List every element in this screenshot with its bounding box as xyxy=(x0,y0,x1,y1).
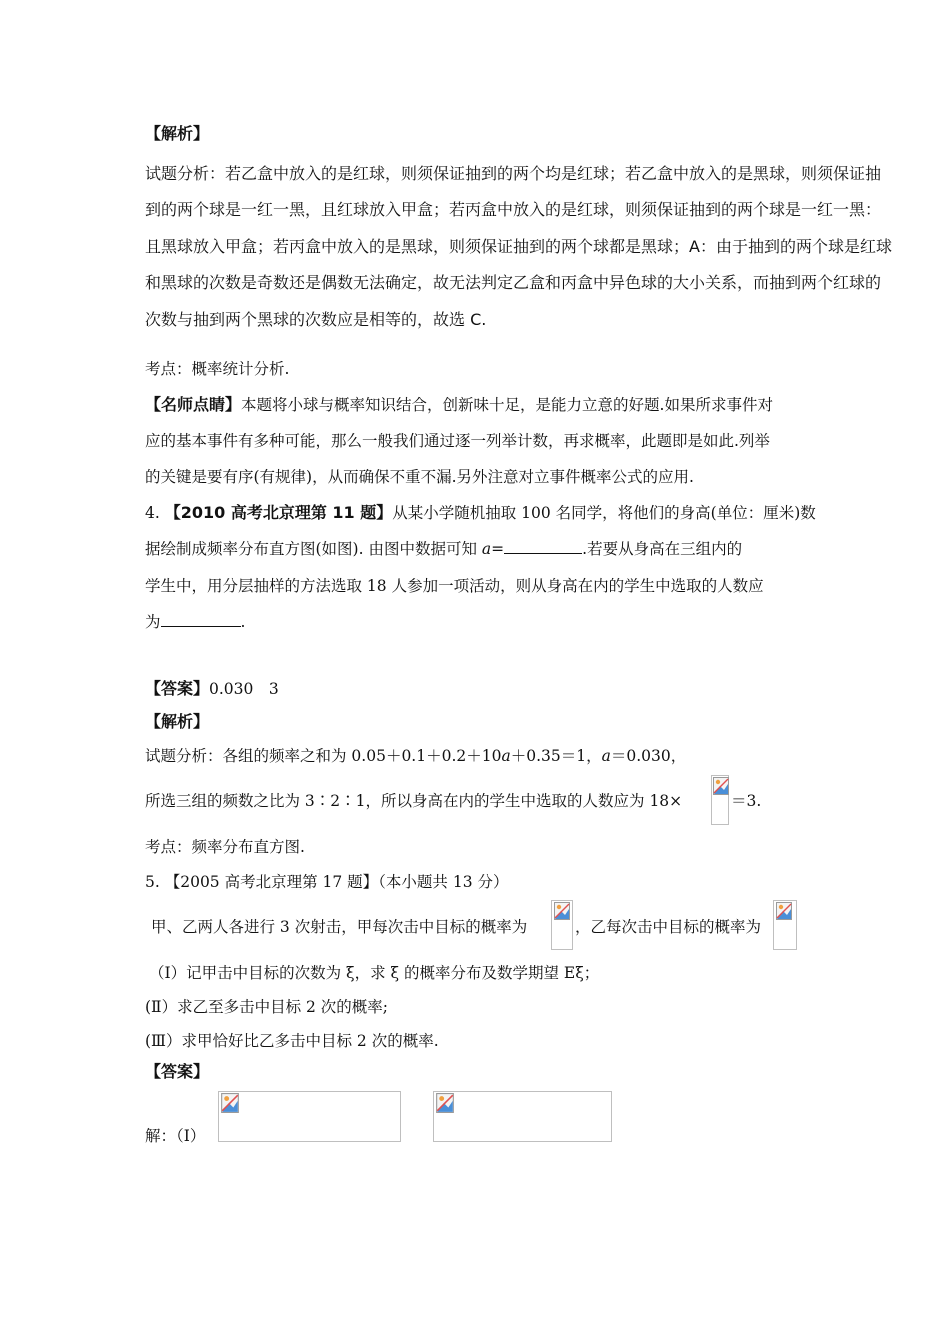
answer-label: 【答案】 xyxy=(145,1062,210,1081)
question-4-line xyxy=(145,612,245,632)
answer-blank xyxy=(161,612,241,627)
teacher-tip-text: 本题将小球与概率知识结合，创新味十足，是能力立意的好题.如果所求事件对 xyxy=(241,396,773,414)
analysis-text-line: 且黑球放入甲盒；若丙盒中放入的是黑球，则须保证抽到的两个球都是黑球；A：由于抽到的两个球是红球 xyxy=(145,237,892,256)
question-text: 据绘制成频率分布直方图(如图). 由图中数据可知 xyxy=(145,540,482,558)
question-number: 4. xyxy=(145,504,165,522)
question-text: . xyxy=(240,613,246,631)
question-5-part: （Ⅰ）记甲击中目标的次数为 ξ，求 ξ 的概率分布及数学期望 Eξ； xyxy=(149,964,600,982)
analysis-text: 所选三组的频数之比为 3∶2∶1，所以身高在内的学生中选取的人数应为 18× xyxy=(145,792,683,810)
analysis-text-line: 到的两个球是一红一黑，且红球放入甲盒；若丙盒中放入的是红球，则须保证抽到的两个球是一红一黑： xyxy=(145,200,882,219)
equals-sign: = xyxy=(491,540,505,558)
question-5-line: ，乙每次击中目标的概率为 xyxy=(575,918,762,936)
question-5-part: (Ⅲ）求甲恰好比乙多击中目标 2 次的概率. xyxy=(145,1032,439,1050)
answer-line xyxy=(145,679,279,699)
question-5-title: 5. 【2005 高考北京理第 17 题】（本小题共 13 分） xyxy=(145,873,509,891)
question-text: 为 xyxy=(145,613,161,631)
question-4-line xyxy=(145,503,816,523)
variable-a: a xyxy=(601,747,611,765)
broken-image-icon xyxy=(220,1093,240,1113)
analysis-text: 试题分析：各组的频率之和为 0.05＋0.1＋0.2＋10 xyxy=(145,747,502,765)
analysis-text: ＝3. xyxy=(731,792,762,810)
solution-image-placeholder xyxy=(433,1091,612,1142)
analysis-text-line xyxy=(145,791,682,811)
solution-label: 解：（Ⅰ） xyxy=(145,1127,206,1145)
question-4-line: 学生中，用分层抽样的方法选取 18 人参加一项活动，则从身高在内的学生中选取的人数应 xyxy=(145,577,764,595)
teacher-tip-label: 【名师点睛】 xyxy=(145,395,242,414)
question-source: 【2010 高考北京理第 11 题】 xyxy=(164,503,393,522)
fraction-image-placeholder xyxy=(711,775,729,825)
variable-a: a xyxy=(501,747,511,765)
analysis-text-line xyxy=(145,746,686,766)
solution-image-placeholder xyxy=(218,1091,401,1142)
answer-value: 0.030 3 xyxy=(209,680,279,698)
teacher-tip-line: 的关键是要有序(有规律)，从而确保不重不漏.另外注意对立事件概率公式的应用. xyxy=(145,468,694,486)
analysis-text-line: 和黑球的次数是奇数还是偶数无法确定，故无法判定乙盒和丙盒中异色球的大小关系，而抽到两个红球的 xyxy=(145,273,882,292)
question-text: 从某小学随机抽取 100 名同学，将他们的身高(单位：厘米)数 xyxy=(392,504,816,522)
question-5-line: 甲、乙两人各进行 3 次射击，甲每次击中目标的概率为 xyxy=(151,918,528,936)
broken-image-icon xyxy=(713,777,729,795)
probability-image-placeholder xyxy=(773,900,797,950)
analysis-text-line: 试题分析：若乙盒中放入的是红球，则须保证抽到的两个均是红球；若乙盒中放入的是黑球，则须保证抽 xyxy=(145,164,882,183)
teacher-tip-line: 应的基本事件有多种可能，那么一般我们通过逐一列举计数，再求概率，此题即是如此.列举 xyxy=(145,432,770,450)
variable-a: a xyxy=(481,540,492,558)
analysis-text: ＝0.030， xyxy=(610,747,687,765)
probability-image-placeholder xyxy=(551,900,573,950)
broken-image-icon xyxy=(553,902,571,920)
analysis-heading: 【解析】 xyxy=(145,712,210,731)
question-text: .若要从身高在三组内的 xyxy=(582,540,743,558)
kaodian-text: 考点：概率统计分析. xyxy=(145,360,290,378)
analysis-text-line: 次数与抽到两个黑球的次数应是相等的，故选 C. xyxy=(145,310,487,329)
question-4-line xyxy=(145,539,742,559)
question-5-part: (Ⅱ）求乙至多击中目标 2 次的概率; xyxy=(145,998,389,1016)
broken-image-icon xyxy=(775,902,793,920)
teacher-tip-line xyxy=(145,395,773,415)
answer-label: 【答案】 xyxy=(145,679,210,698)
analysis-heading: 【解析】 xyxy=(145,124,210,143)
analysis-text: ＋0.35＝1， xyxy=(510,747,602,765)
kaodian-text: 考点：频率分布直方图. xyxy=(145,838,305,856)
broken-image-icon xyxy=(435,1093,455,1113)
answer-blank xyxy=(504,539,582,554)
